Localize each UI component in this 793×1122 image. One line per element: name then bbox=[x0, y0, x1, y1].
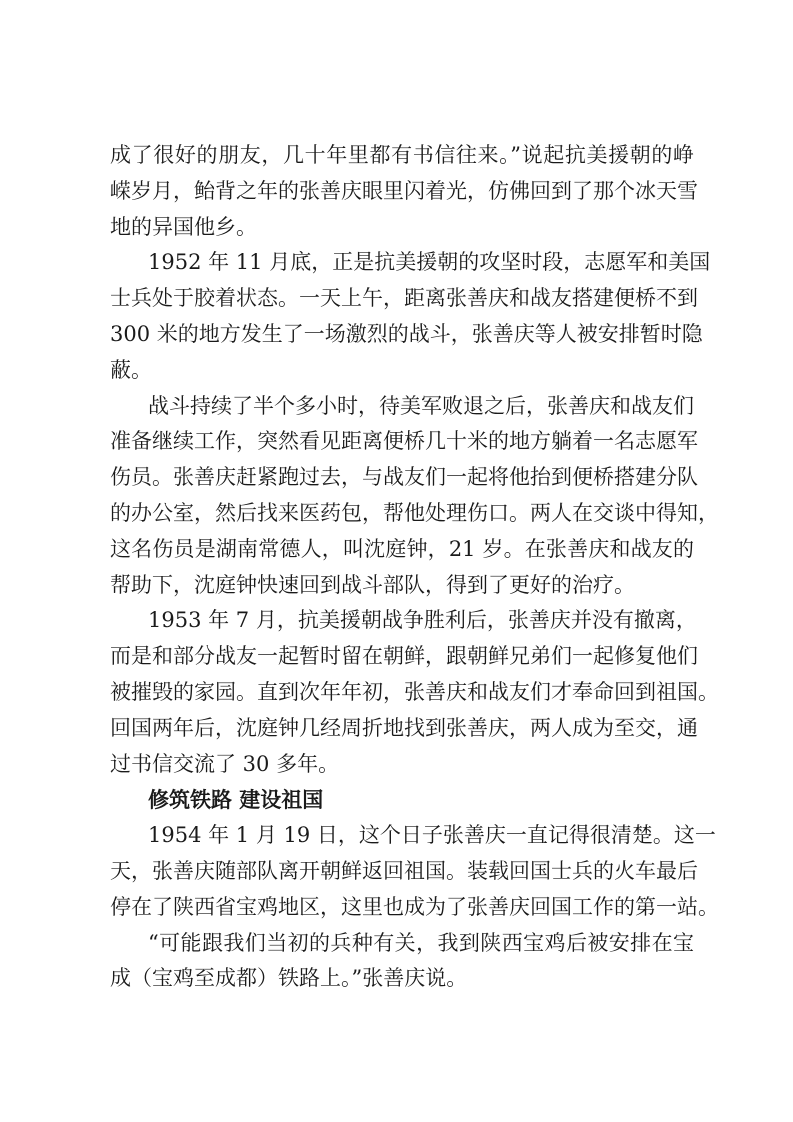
text-line: 成了很好的朋友，几十年里都有书信往来。”说起抗美援朝的峥 bbox=[110, 143, 694, 167]
text-line: 的办公室，然后找来医药包，帮他处理伤口。两人在交谈中得知， bbox=[110, 500, 719, 525]
section-heading bbox=[110, 782, 694, 818]
text-line: 被摧毁的家园。直到次年年初，张善庆和战友们才奉命回到祖国。 bbox=[110, 679, 719, 704]
paragraph bbox=[110, 926, 694, 998]
text-line: 伤员。张善庆赶紧跑过去，与战友们一起将他抬到便桥搭建分队 bbox=[110, 465, 698, 490]
section-heading-text: 修筑铁路 建设祖国 bbox=[148, 787, 324, 813]
text-line: 1953 年 7 月，抗美援朝战争胜利后，张善庆并没有撤离， bbox=[148, 608, 697, 633]
article-body bbox=[110, 138, 719, 997]
text-line: 这名伤员是湖南常德人，叫沈庭钟，21 岁。在张善庆和战友的 bbox=[110, 536, 694, 561]
text-line: “可能跟我们当初的兵种有关，我到陕西宝鸡后被安排在宝 bbox=[148, 930, 694, 955]
paragraph bbox=[110, 818, 719, 925]
text-line: 300 米的地方发生了一场激烈的战斗，张善庆等人被安排暂时隐 bbox=[110, 321, 703, 346]
text-line: 准备继续工作，突然看见距离便桥几十米的地方躺着一名志愿军 bbox=[110, 429, 698, 454]
text-line: 士兵处于胶着状态。一天上午，距离张善庆和战友搭建便桥不到 bbox=[110, 286, 698, 311]
text-line: 成（宝鸡至成都）铁路上。”张善庆说。 bbox=[110, 966, 468, 991]
text-line: 回国两年后，沈庭钟几经周折地找到张善庆，两人成为至交，通 bbox=[110, 715, 698, 740]
text-line: 战斗持续了半个多小时，待美军败退之后，张善庆和战友们 bbox=[148, 393, 694, 418]
paragraph bbox=[110, 245, 711, 388]
paragraph bbox=[110, 138, 698, 245]
text-line: 1954 年 1 月 19 日，这个日子张善庆一直记得很清楚。这一 bbox=[148, 823, 716, 848]
paragraph bbox=[110, 603, 719, 782]
text-line: 嵘岁月，鲐背之年的张善庆眼里闪着光，仿佛回到了那个冰天雪 bbox=[110, 178, 698, 203]
text-line: 地的异国他乡。 bbox=[110, 214, 257, 239]
text-line: 蔽。 bbox=[110, 357, 152, 382]
paragraph bbox=[110, 389, 719, 604]
text-line: 天，张善庆随部队离开朝鲜返回祖国。装载回国士兵的火车最后 bbox=[110, 858, 698, 883]
text-line: 停在了陕西省宝鸡地区，这里也成为了张善庆回国工作的第一站。 bbox=[110, 894, 719, 919]
text-line: 而是和部分战友一起暂时留在朝鲜，跟朝鲜兄弟们一起修复他们 bbox=[110, 644, 698, 669]
text-line: 1952 年 11 月底，正是抗美援朝的攻坚时段，志愿军和美国 bbox=[148, 250, 711, 275]
text-line: 过书信交流了 30 多年。 bbox=[110, 751, 340, 776]
text-line: 帮助下，沈庭钟快速回到战斗部队，得到了更好的治疗。 bbox=[110, 572, 635, 597]
